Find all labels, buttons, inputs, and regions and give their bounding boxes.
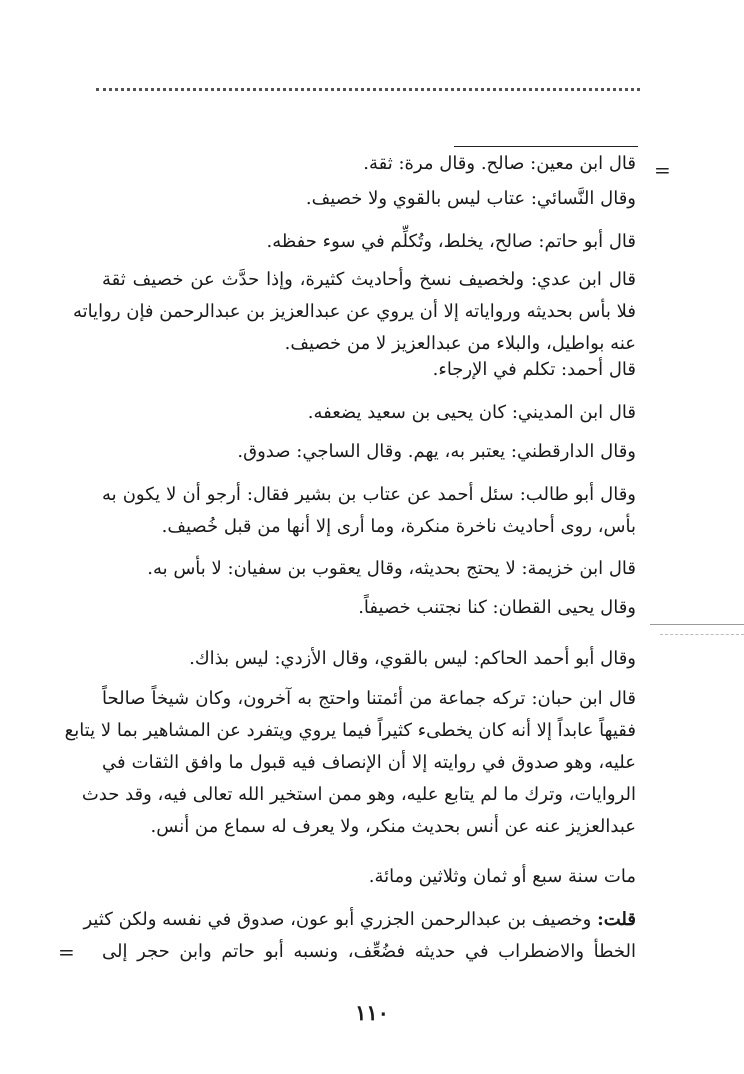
note-lead: قلت: [597,909,636,930]
text-line: عليه، وهو صدوق في روايته إلا أن الإنصاف فيه قبول ما وافق الثقات في [102,752,636,773]
paragraph [64,683,636,843]
text-line: فلا بأس بحديثه ورواياته إلا أن يروي عن عبدالعزيز بن عبدالرحمن فإن رواياته [72,301,636,322]
paragraph [189,643,636,675]
header-rule [454,146,638,147]
scan-artifact-line [660,634,744,635]
text-line: وقال أبو أحمد الحاكم: ليس بالقوي، وقال الأزدي: ليس بذاك. [189,648,636,669]
paragraph [83,904,636,968]
text-line: بأس، روى أحاديث ناخرة منكرة، وما أرى إلا أنها من قبل خُصيف. [161,516,636,537]
text-line: فقيهاً عابداً إلا أنه كان يخطىء كثيراً فيما يروي ويتفرد عن المشاهير بما لا يتابع [64,720,636,741]
text-line: قال ابن حبان: تركه جماعة من أئمتنا واحتج به آخرون، وكان شيخاً صالحاً [102,688,636,709]
continuation-mark-top: = [654,158,671,182]
text-line: عنه بواطيل، والبلاء من عبدالعزيز لا من خصيف. [284,333,636,354]
paragraph [308,397,636,429]
text-segment: وخصيف بن عبدالرحمن الجزري أبو عون، صدوق في نفسه ولكن كثير [83,909,598,930]
paragraph [102,479,636,543]
paragraph [358,592,636,624]
text-line: مات سنة سبع أو ثمان وثلاثين ومائة. [368,866,636,887]
text-line: الخطأ والاضطراب في حديثه فضُعِّف، ونسبه أبو حاتم وابن حجر إلى [102,941,636,962]
text-line: قال ابن المديني: كان يحيى بن سعيد يضعفه. [307,402,636,423]
text-line: وقال يحيى القطان: كنا نجتنب خصيفاً. [358,597,636,618]
text-line: قال ابن خزيمة: لا يحتج بحديثه، وقال يعقوب بن سفيان: لا بأس به. [147,558,636,579]
text-line [83,904,636,936]
text-line: قال أبو حاتم: صالح، يخلط، وتُكلِّم في سوء حفظه. [266,231,636,252]
paragraph [267,226,636,258]
continuation-mark-bottom: = [58,940,75,964]
text-line: قال ابن عدي: ولخصيف نسخ وأحاديث كثيرة، وإذا حدَّث عن خصيف ثقة [102,269,636,290]
page-number: ١١٠ [355,1000,389,1025]
text-line: وقال أبو طالب: سئل أحمد عن عتاب بن بشير فقال: أرجو أن لا يكون به [102,484,636,505]
paragraph [72,264,636,386]
text-line: قال ابن معين: صالح. وقال مرة: ثقة. [363,153,636,174]
text-line: وقال النَّسائي: عتاب ليس بالقوي ولا خصيف. [305,188,636,209]
paragraph [306,183,636,215]
paragraph [369,861,636,893]
paragraph [237,436,636,468]
dotted-separator [96,88,640,91]
text-line: عبدالعزيز عنه عن أنس بحديث منكر، ولا يعرف له سماع من أنس. [150,816,636,837]
paragraph [147,553,636,585]
text-line: وقال الدارقطني: يعتبر به، يهم. وقال الساجي: صدوق. [237,441,636,462]
scan-artifact-line [650,624,744,625]
text-line: قال أحمد: تكلم في الإرجاء. [432,359,636,380]
paragraph [363,148,636,180]
text-line: الروايات، وترك ما لم يتابع عليه، وهو ممن استخير الله تعالى فيه، وقد حدث [81,784,636,805]
